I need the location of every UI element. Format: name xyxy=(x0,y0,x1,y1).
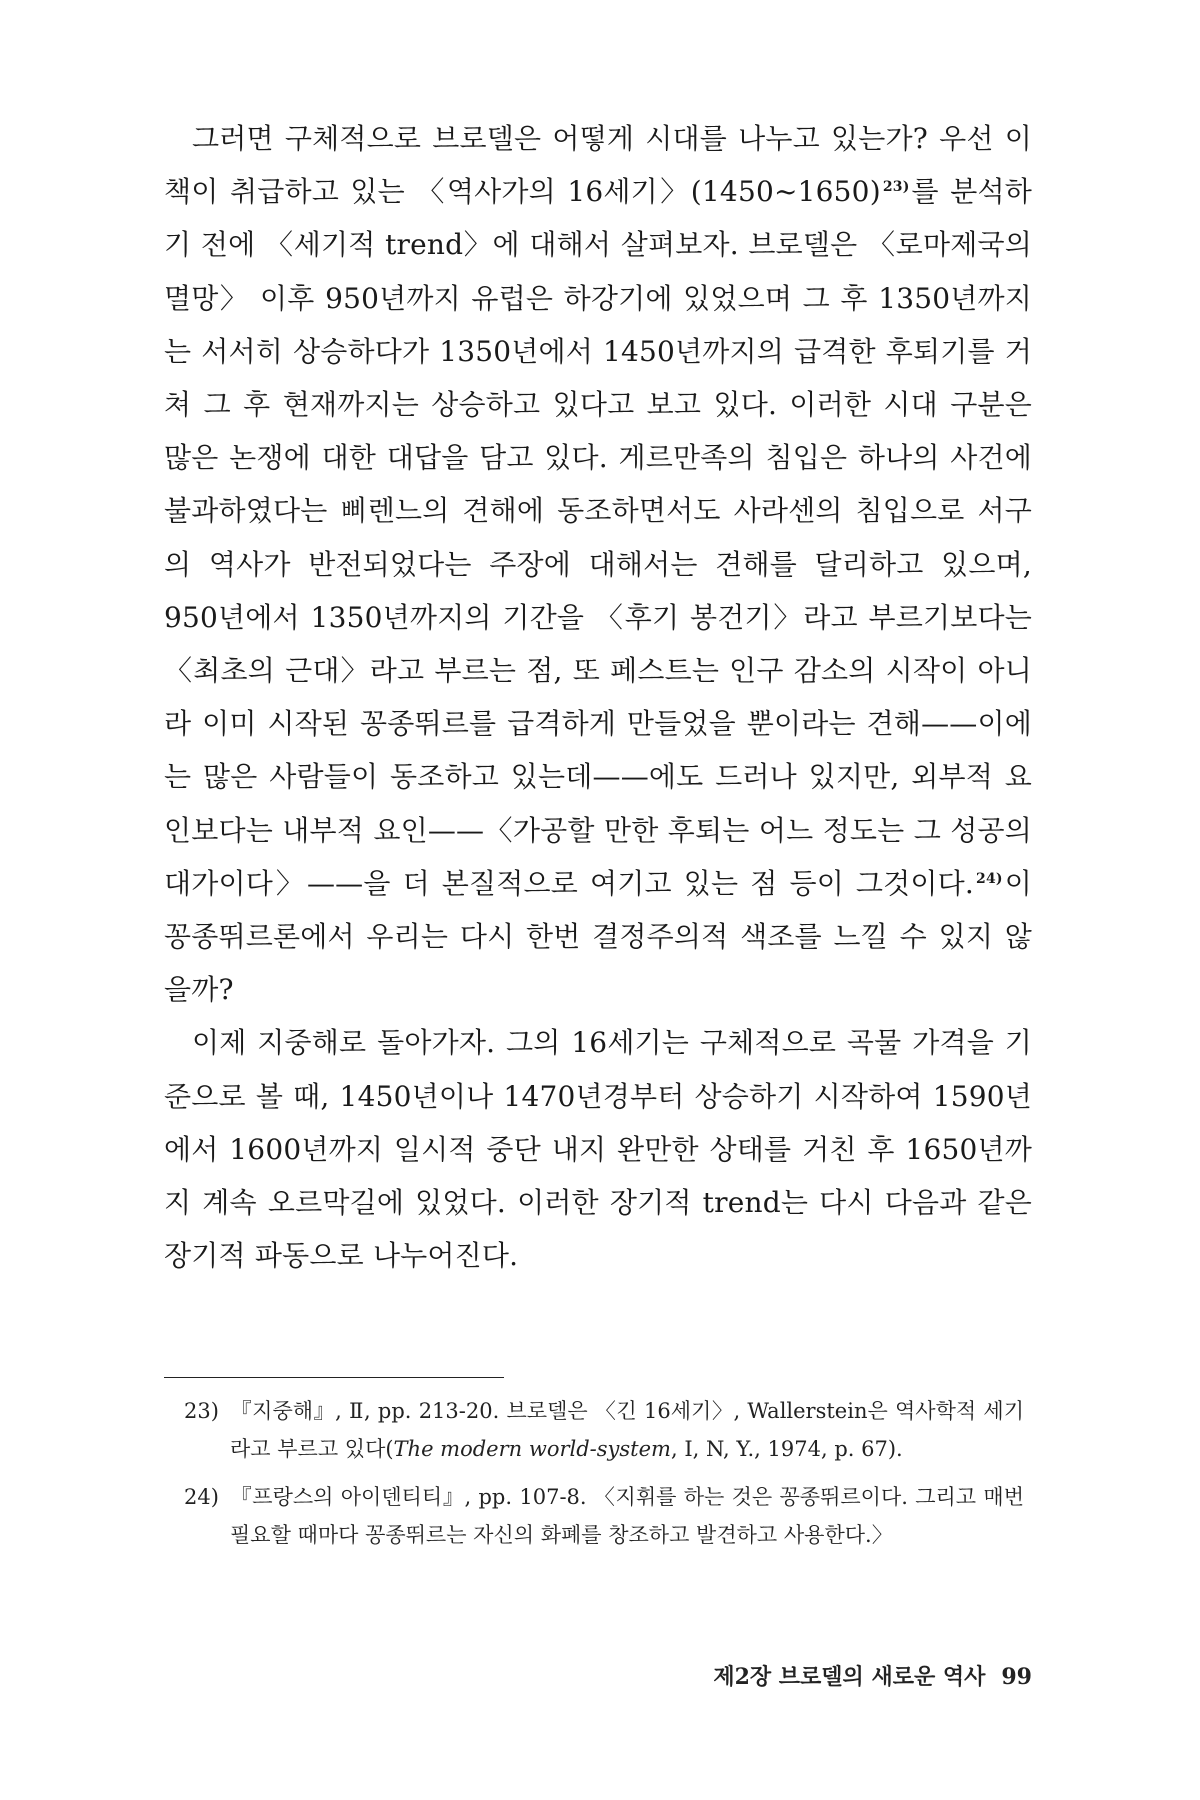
chapter-title: 제2장 브로델의 새로운 역사 xyxy=(713,1664,986,1690)
paragraph-1 xyxy=(164,112,1032,1016)
footnote-italic-title: The modern world-system xyxy=(393,1437,671,1461)
paragraph-1-text-b: 를 분석하기 전에 〈세기적 trend〉에 대해서 살펴보자. 브로델은 〈로마제국의 멸망〉 이후 950년까지 유럽은 하강기에 있었으며 그 후 1350년까지는 서서히 상승하다가 1350년에서 1450년까지의 급격한 후퇴기를 거쳐 그 후 현재까지는 상승하고 있다고 보고 있다. 이러한 시대 구분은 많은 논쟁에 대한 대답을 담고 있다. 게르만족의 침입은 하나의 사건에 불과하였다는 삐렌느의 견해에 동조하면서도 사라센의 침입으로 서구의 역사가 반전되었다는 주장에 대해서는 견해를 달리하고 있으며, 950년에서 1350년까지의 기간을 〈후기 봉건기〉라고 부르기보다는 〈최초의 근대〉라고 부르는 점, 또 페스트는 인구 감소의 시작이 아니라 이미 시작된 꽁종뛰르를 급격하게 만들었을 뿐이라는 견해——이에는 많은 사람들이 동조하고 있는데——에도 드러나 있지만, 외부적 요인보다는 내부적 요인——〈가공할 만한 후퇴는 어느 정도는 그 성공의 대가이다〉——을 더 본질적으로 여기고 있는 점 등이 그것이다. xyxy=(164,175,1032,900)
paragraph-1-text-a: 그러면 구체적으로 브로델은 어떻게 시대를 나누고 있는가? 우선 이 책이 취급하고 있는 〈역사가의 16세기〉(1450~1650) xyxy=(164,122,1032,209)
paragraph-2-text: 이제 지중해로 돌아가자. 그의 16세기는 구체적으로 곡물 가격을 기준으로 볼 때, 1450년이나 1470년경부터 상승하기 시작하여 1590년에서 1600년까지 일시적 중단 내지 완만한 상태를 거친 후 1650년까지 계속 오르막길에 있었다. 이러한 장기적 trend는 다시 다음과 같은 장기적 파동으로 나누어진다. xyxy=(164,1026,1032,1273)
footnote-divider xyxy=(164,1377,504,1378)
body-text xyxy=(164,112,1032,1282)
footnote-ref-23: 23) xyxy=(882,178,910,195)
footnotes xyxy=(184,1392,1024,1564)
footnote-text: 『프랑스의 아이덴티티』, pp. 107-8. 〈지휘를 하는 것은 꽁종뛰르이다. 그리고 매번 필요할 때마다 꽁종뛰르는 자신의 화폐를 창조하고 발견하고 사용한다.〉 xyxy=(230,1485,1024,1547)
footnote-text: 『지중해』, Ⅱ, pp. 213-20. 브로델은 〈긴 16세기〉, Wallerstein은 역사학적 세기라고 부르고 있다( xyxy=(230,1399,1024,1461)
paragraph-1-text-c: 이 꽁종뛰르론에서 우리는 다시 한번 결정주의적 색조를 느낄 수 있지 않을까? xyxy=(164,866,1032,1007)
footnote-ref-24: 24) xyxy=(976,870,1003,887)
footnote-number: 24) xyxy=(184,1485,219,1509)
footnote-24 xyxy=(184,1478,1024,1554)
footnote-number: 23) xyxy=(184,1399,219,1423)
page-number: 99 xyxy=(1001,1664,1032,1690)
running-footer xyxy=(713,1660,1032,1691)
paragraph-2 xyxy=(164,1016,1032,1282)
footnote-text-end: , I, N, Y., 1974, p. 67). xyxy=(670,1437,903,1461)
footnote-23 xyxy=(184,1392,1024,1468)
